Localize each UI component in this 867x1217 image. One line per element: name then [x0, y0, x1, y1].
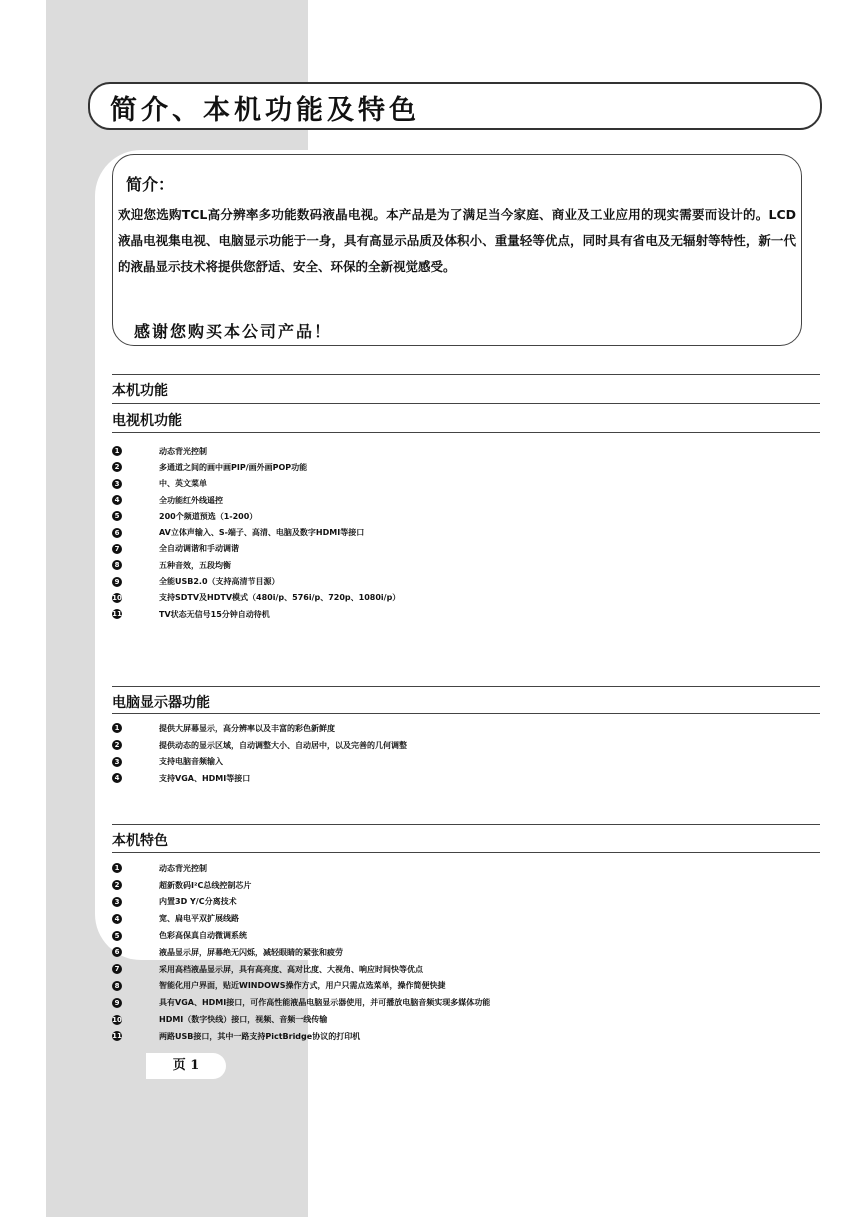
list-item	[112, 994, 490, 1011]
divider	[112, 403, 820, 404]
list-item	[112, 927, 490, 944]
list-item	[112, 606, 400, 622]
list-item	[112, 770, 407, 787]
number-badge: 4	[112, 914, 122, 924]
list-item	[112, 944, 490, 961]
list-item-text: 智能化用户界面，贴近WINDOWS操作方式，用户只需点选菜单，操作简便快捷	[159, 981, 446, 991]
list-item	[112, 877, 490, 894]
page-number: 页 1	[146, 1053, 226, 1079]
list-item	[112, 737, 407, 754]
number-badge: 7	[112, 544, 122, 554]
number-badge: 3	[112, 479, 122, 489]
list-item-text: 提供大屏幕显示，高分辨率以及丰富的彩色新鲜度	[159, 723, 335, 733]
number-badge: 7	[112, 964, 122, 974]
list-item-text: 全功能红外线遥控	[159, 495, 223, 505]
list-item-text: 200个频道预选（1-200）	[159, 511, 258, 521]
list-item	[112, 557, 400, 573]
number-badge: 1	[112, 723, 122, 733]
tv-heading: 电视机功能	[112, 413, 182, 429]
list-item-text: 色彩高保真自动微调系统	[159, 931, 247, 941]
list-item	[112, 459, 400, 475]
list-item-text: 支持VGA、HDMI等接口	[159, 773, 251, 783]
list-item-text: 中、英文菜单	[159, 479, 207, 489]
list-item	[112, 961, 490, 978]
number-badge: 1	[112, 863, 122, 873]
list-item-text: 液晶显示屏，屏幕绝无闪烁，减轻眼睛的紧张和疲劳	[159, 947, 343, 957]
list-item-text: 全自动调谐和手动调谐	[159, 544, 239, 554]
number-badge: 2	[112, 880, 122, 890]
list-item	[112, 541, 400, 557]
list-item-text: 两路USB接口，其中一路支持PictBridge协议的打印机	[159, 1031, 361, 1041]
number-badge: 10	[112, 1015, 122, 1024]
list-item-text: 支持SDTV及HDTV模式（480i/p、576i/p、720p、1080i/p）	[159, 593, 401, 603]
number-badge: 3	[112, 757, 122, 767]
divider	[112, 374, 820, 375]
list-item	[112, 573, 400, 589]
list-item	[112, 894, 490, 911]
pc-function-list	[112, 720, 407, 787]
list-item-text: 动态背光控制	[159, 863, 207, 873]
list-item-text: 具有VGA、HDMI接口，可作高性能液晶电脑显示器使用，并可播放电脑音频实现多媒体功能	[159, 998, 491, 1008]
divider	[112, 824, 820, 825]
list-item-text: 动态背光控制	[159, 446, 207, 456]
thanks-line: 感谢您购买本公司产品！	[134, 322, 333, 341]
list-item	[112, 492, 400, 508]
list-item-text: 采用高档液晶显示屏，具有高亮度、高对比度、大视角、响应时间快等优点	[159, 964, 423, 974]
number-badge: 5	[112, 511, 122, 521]
list-item	[112, 1011, 490, 1028]
intro-paragraph: 欢迎您选购TCL高分辨率多功能数码液晶电视。本产品是为了满足当今家庭、商业及工业应用的现实需要而设计的。LCD液晶电视集电视、电脑显示功能于一身，具有高显示品质及体积小、重量轻等优点，同时具有省电及无辐射等特性，新一代的液晶显示技术将提供您舒适、安全、环保的全新视觉感受。	[118, 207, 796, 274]
list-item	[112, 860, 490, 877]
list-item	[112, 978, 490, 995]
number-badge: 10	[112, 593, 122, 602]
list-item-text: HDMI（数字快线）接口，视频、音频一线传输	[159, 1015, 328, 1025]
tv-function-list	[112, 443, 400, 622]
number-badge: 2	[112, 462, 122, 472]
number-badge: 3	[112, 897, 122, 907]
list-item-text: TV状态无信号15分钟自动待机	[159, 609, 270, 619]
divider	[112, 432, 820, 433]
divider	[112, 852, 820, 853]
list-item	[112, 443, 400, 459]
list-item-text: 内置3D Y/C分离技术	[159, 897, 237, 907]
number-badge: 8	[112, 981, 122, 991]
list-item-text: 五种音效，五段均衡	[159, 560, 231, 570]
number-badge: 2	[112, 740, 122, 750]
number-badge: 6	[112, 528, 122, 538]
list-item	[112, 720, 407, 737]
number-badge: 8	[112, 560, 122, 570]
list-item-text: 超新数码I²C总线控制芯片	[159, 880, 252, 890]
number-badge: 9	[112, 998, 122, 1008]
list-item	[112, 524, 400, 540]
number-badge: 9	[112, 577, 122, 587]
divider	[112, 713, 820, 714]
list-item	[112, 1028, 490, 1045]
list-item-text: 宽、扁电平双扩展线路	[159, 914, 239, 924]
number-badge: 4	[112, 773, 122, 783]
list-item	[112, 476, 400, 492]
list-item-text: 多通道之间的画中画PIP/画外画POP功能	[159, 462, 308, 472]
list-item-text: 支持电脑音频输入	[159, 757, 223, 767]
functions-heading: 本机功能	[112, 383, 168, 399]
intro-heading: 简介：	[126, 175, 175, 194]
number-badge: 5	[112, 931, 122, 941]
number-badge: 11	[112, 1032, 122, 1041]
number-badge: 6	[112, 947, 122, 957]
list-item-text: 全能USB2.0（支持高清节目源）	[159, 577, 280, 587]
pc-heading: 电脑显示器功能	[112, 695, 210, 711]
features-heading: 本机特色	[112, 833, 168, 849]
number-badge: 1	[112, 446, 122, 456]
list-item-text: AV立体声输入、S-端子、高清、电脑及数字HDMI等接口	[159, 528, 365, 538]
list-item	[112, 590, 400, 606]
list-item	[112, 753, 407, 770]
number-badge: 4	[112, 495, 122, 505]
page-title: 简介、本机功能及特色	[110, 95, 420, 126]
divider	[112, 686, 820, 687]
feature-list	[112, 860, 490, 1045]
list-item	[112, 910, 490, 927]
list-item-text: 提供动态的显示区域，自动调整大小、自动居中，以及完善的几何调整	[159, 740, 407, 750]
list-item	[112, 508, 400, 524]
number-badge: 11	[112, 610, 122, 619]
